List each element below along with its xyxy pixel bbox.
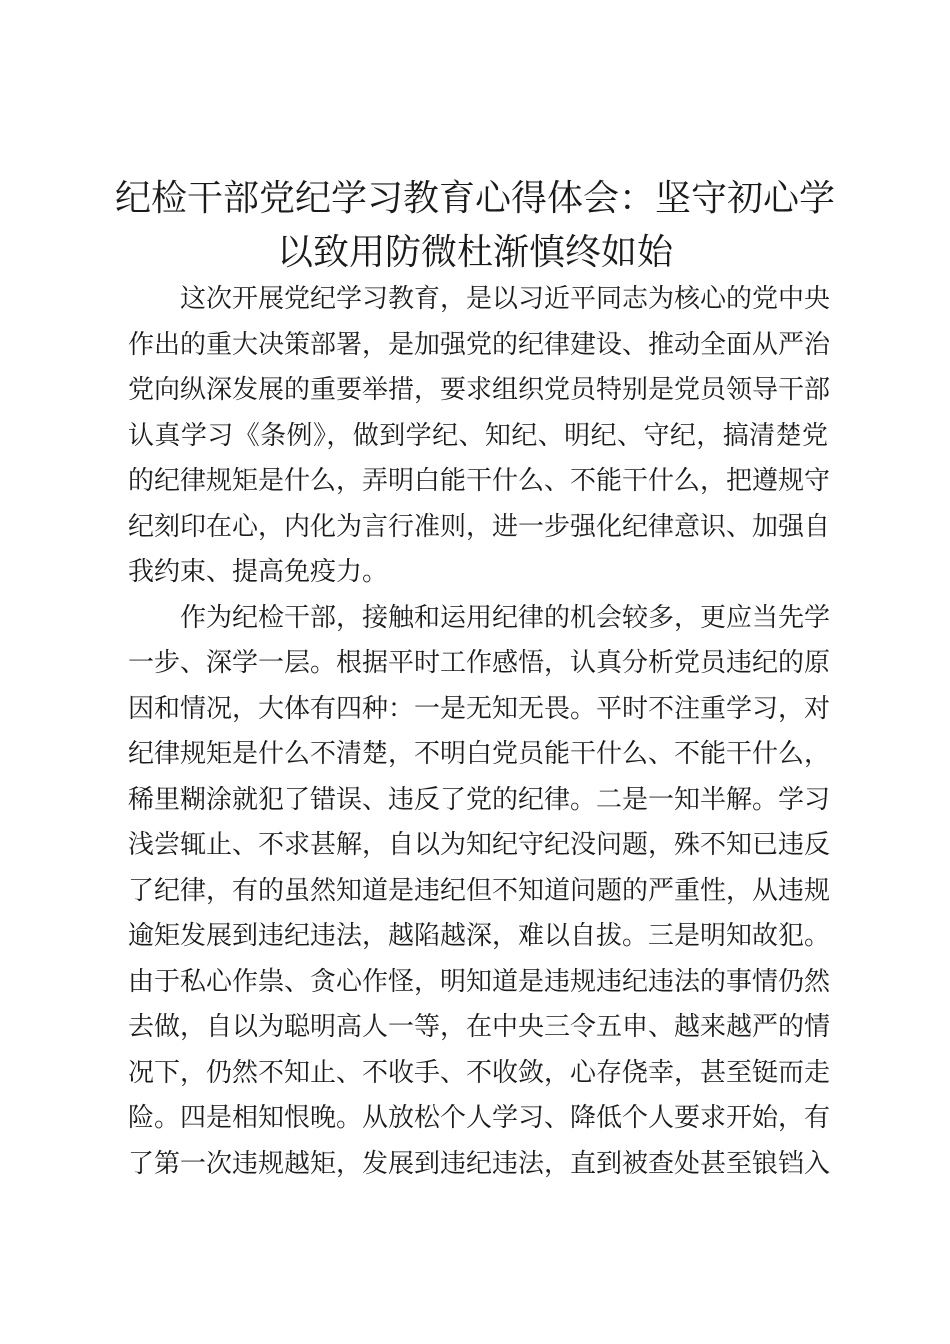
paragraph-1 — [128, 277, 831, 596]
paragraph-line: 一步、深学一层。根据平时工作感悟，认真分析党员违纪的原 — [128, 648, 831, 678]
paragraph-line: 逾矩发展到违纪违法，越陷越深，难以自拔。三是明知故犯。 — [128, 921, 831, 951]
title-line-1: 纪检干部党纪学习教育心得体会：坚守初心学 — [114, 178, 835, 219]
document-body — [128, 277, 831, 1187]
paragraph-line: 因和情况，大体有四种：一是无知无畏。平时不注重学习，对 — [128, 693, 831, 724]
paragraph-line: 况下，仍然不知止、不收手、不收敛，心存侥幸，甚至铤而走 — [128, 1057, 831, 1088]
paragraph-line: 作出的重大决策部署，是加强党的纪律建设、推动全面从严治 — [128, 329, 831, 360]
paragraph-line: 纪刻印在心，内化为言行准则，进一步强化纪律意识、加强自 — [128, 511, 831, 542]
paragraph-line: 的纪律规矩是什么，弄明白能干什么、不能干什么，把遵规守 — [128, 466, 831, 496]
paragraph-line: 浅尝辄止、不求甚解，自以为知纪守纪没问题，殊不知已违反 — [128, 830, 831, 860]
paragraph-line: 我约束、提高免疫力。 — [128, 557, 389, 587]
paragraph-line: 这次开展党纪学习教育，是以习近平同志为核心的党中央 — [180, 284, 831, 314]
paragraph-line: 认真学习《条例》，做到学纪、知纪、明纪、守纪，搞清楚党 — [128, 420, 828, 451]
document-title — [110, 172, 840, 280]
paragraph-line: 纪律规矩是什么不清楚，不明白党员能干什么、不能干什么， — [128, 739, 831, 769]
title-line-2: 以致用防微杜渐慎终如始 — [276, 232, 673, 273]
paragraph-line: 党向纵深发展的重要举措，要求组织党员特别是党员领导干部 — [128, 375, 831, 405]
paragraph-line: 由于私心作祟、贪心作怪，明知道是违规违纪违法的事情仍然 — [128, 966, 831, 997]
paragraph-line: 去做，自以为聪明高人一等，在中央三令五申、越来越严的情 — [128, 1012, 831, 1042]
paragraph-2 — [128, 596, 831, 1188]
paragraph-line: 险。四是相知恨晚。从放松个人学习、降低个人要求开始，有 — [128, 1103, 831, 1133]
paragraph-line: 了纪律，有的虽然知道是违纪但不知道问题的严重性，从违规 — [128, 875, 831, 906]
paragraph-line: 稀里糊涂就犯了错误、违反了党的纪律。二是一知半解。学习 — [128, 784, 831, 815]
paragraph-line: 了第一次违规越矩，发展到违纪违法，直到被查处甚至锒铛入 — [128, 1148, 831, 1179]
paragraph-line: 作为纪检干部，接触和运用纪律的机会较多，更应当先学 — [180, 602, 831, 633]
